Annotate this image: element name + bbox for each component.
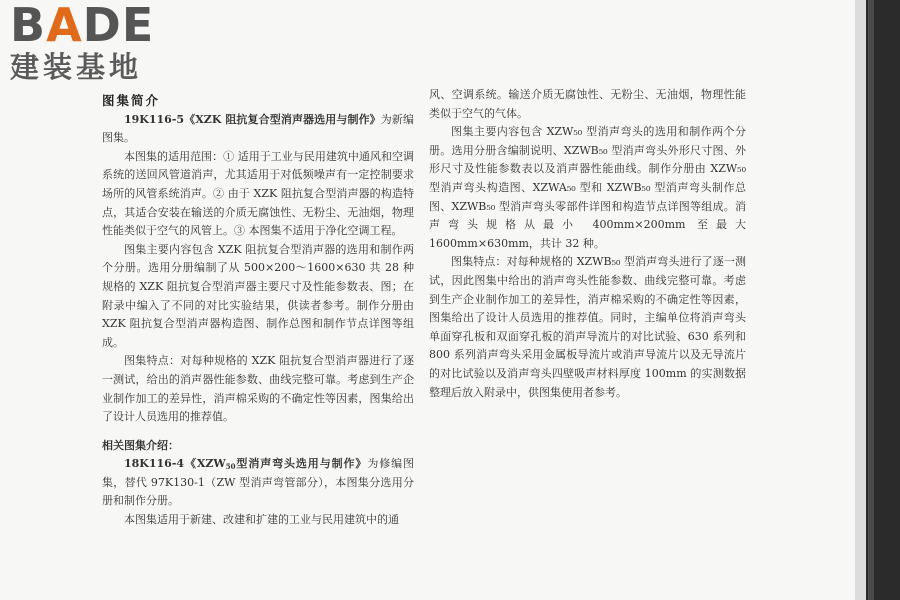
continued-paragraph: 风、空调系统。输送介质无腐蚀性、无粉尘、无油烟，物理性能类似于空气的气体。: [429, 88, 746, 120]
related-content-paragraph: 图集主要内容包含 XZW₅₀ 型消声弯头的选用和制作两个分册。选用分册含编制说明、XZWB₅₀ 型消声弯头外形尺寸图、外形尺寸及性能参数表以及消声器性能曲线。制作分册由 XZW₅₀ 型消声弯头构造图、XZWA₅₀ 型和 XZWB₅₀ 型消声弯头制作总图、XZWB₅₀ 型消声弯头零部件详图和构造节点详图等组成。消声弯头规格从最小 400mm×200mm 至最大 1600mm×630mm，共计 32 种。: [429, 125, 746, 250]
book-spine-strip: [868, 0, 874, 600]
features-paragraph: 图集特点：对每种规格的 XZK 阻抗复合型消声器进行了逐一测试，给出的消声器性能参数、曲线完整可靠。考虑到生产企业制作加工的差异性，消声棉采购的不确定性等因素，图集给出了设计人员选用的推荐值。: [102, 354, 414, 424]
content-paragraph: 图集主要内容包含 XZK 阻抗复合型消声器的选用和制作两个分册。选用分册编制了从 500×200～1600×630 共 28 种规格的 XZK 阻抗复合型消声器主要尺寸及性能参数表、图；在附录中编入了不同的对比实验结果，供读者参考。制作分册由 XZK 阻抗复合型消声器构造图、制作总图和制作节点详图等组成。: [102, 242, 414, 349]
related-heading: 相关图集介绍：: [102, 438, 179, 452]
atlas-code: 19K116-5《XZK 阻抗复合型消声器选用与制作》: [124, 112, 381, 126]
intro-paragraph: 19K116-5《XZK 阻抗复合型消声器选用与制作》为新编图集。: [102, 112, 414, 145]
logo-chinese-text: 建装基地: [10, 50, 143, 84]
scope-paragraph: 本图集的适用范围：① 适用于工业与民用建筑中通风和空调系统的送回风管道消声，尤其适用于对低频噪声有一定控制要求场所的风管系统消声。② 由于 XZK 阻抗复合型消声器的构造特点，其适合安装在输送的介质无腐蚀性、无粉尘、无油烟，物理性能类似于空气的风管上。③ 本图集不适用于净化空调工程。: [102, 149, 414, 238]
bade-logo: [8, 0, 178, 86]
related-features-paragraph: 图集特点：对每种规格的 XZWB₅₀ 型消声弯头进行了逐一测试，因此图集中给出的消声弯头性能参数、曲线完整可靠。考虑到生产企业制作加工的差异性，消声棉采购的不确定性等因素，图集给出了设计人员选用的推荐值。同时，主编单位将消声弯头单面穿孔板和双面穿孔板的消声导流片的对比试验、630 系列和 800 系列消声弯头采用金属板导流片或消声导流片以及无导流片的对比试验以及消声弯头四壁吸声材料厚度 100mm 的实测数据整理后放入附录中，供图集使用者参考。: [429, 255, 746, 399]
page-title: 图集简介: [102, 93, 161, 108]
left-column: [102, 92, 414, 530]
related-scope-paragraph: 本图集适用于新建、改建和扩建的工业与民用建筑中的通: [124, 513, 399, 527]
right-column: [429, 86, 746, 402]
related-paragraph: 18K116-4《$XZW_{50}$型消声弯头选用与制作》为修编图集，替代 97K130-1（ZW 型消声弯管部分），本图集分选用分册和制作分册。: [102, 457, 415, 508]
related-atlas-code: 18K116-4《$XZW_{50}$型消声弯头选用与制作》: [124, 457, 368, 472]
logo-wordmark: BADE: [10, 0, 155, 52]
